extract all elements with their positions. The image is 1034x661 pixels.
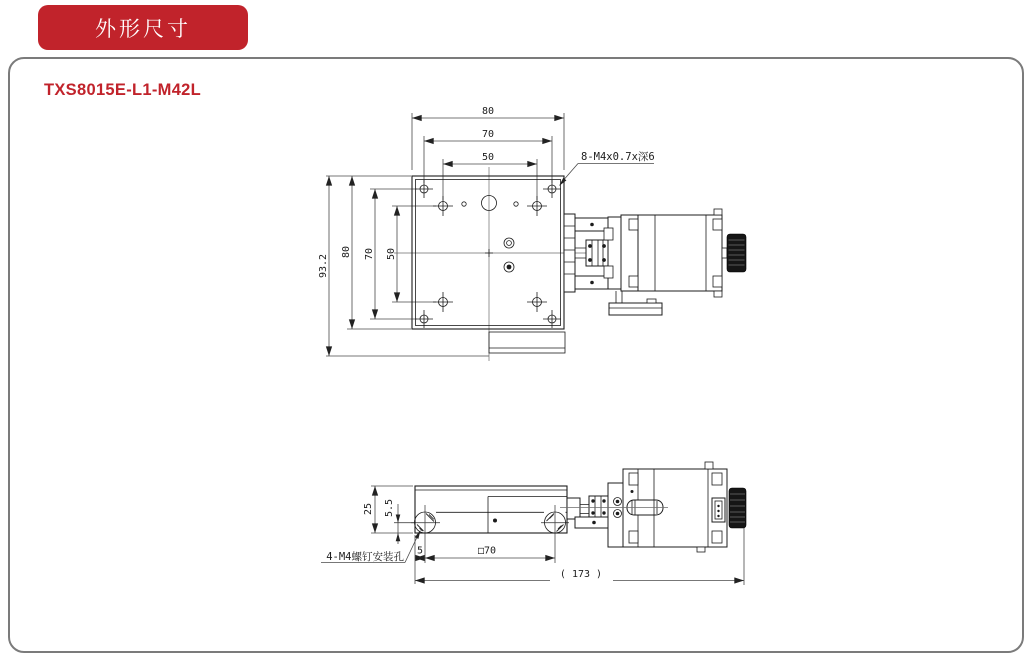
dim-side-hole-span-70: □70 <box>477 545 497 557</box>
stage-plate-top <box>412 176 565 353</box>
dim-top-width-80: 80 <box>481 106 495 117</box>
stage-body-side <box>415 486 567 533</box>
dim-top-height-70: 70 <box>364 247 375 261</box>
plate-holes <box>415 180 561 328</box>
coupling-top <box>586 240 608 266</box>
limit-bracket-top <box>609 303 662 315</box>
dim-top-width-50: 50 <box>481 152 495 163</box>
motor-assembly-side <box>560 462 746 552</box>
dim-top-height-80: 80 <box>341 245 352 259</box>
section-badge-label: 外形尺寸 <box>95 17 191 41</box>
top-view-extension-lines <box>326 113 564 356</box>
mount-callout-text: 4-M4螺钉安装孔 <box>326 551 404 563</box>
top-view-dimension-lines <box>329 118 564 356</box>
coupling-side <box>589 496 608 518</box>
thread-callout-text: 8-M4x0.7x深6 <box>581 151 655 163</box>
motor-body-top <box>638 215 722 291</box>
dim-side-edge-offset-5: 5 <box>416 545 424 557</box>
top-view <box>318 106 746 361</box>
dim-side-overall-173: ( 173 ) <box>559 569 603 580</box>
dim-side-hole-height-5-5: 5.5 <box>384 498 395 518</box>
dim-top-width-70: 70 <box>481 129 495 140</box>
thread-callout-leader <box>559 164 654 187</box>
model-number: TXS8015E-L1-M42L <box>44 81 202 99</box>
motor-assembly-top <box>564 209 746 315</box>
side-view <box>321 462 746 585</box>
dim-side-height-25: 25 <box>363 502 374 516</box>
dim-top-height-50: 50 <box>386 247 397 261</box>
base-step <box>489 332 565 353</box>
dim-top-height-93-2: 93.2 <box>318 253 329 279</box>
